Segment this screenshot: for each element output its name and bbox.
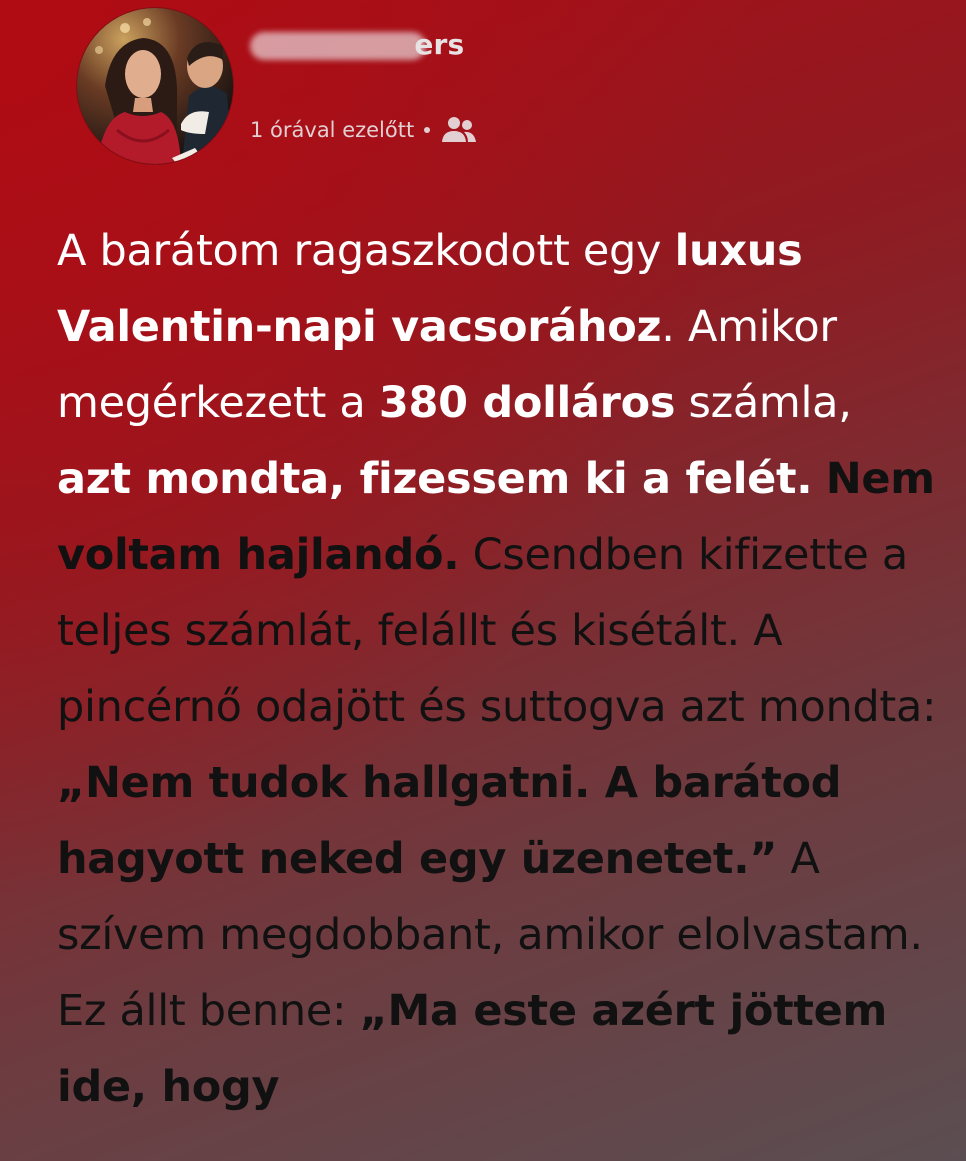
author-name-text: ers [414,28,465,61]
friends-icon[interactable] [440,114,478,146]
story-segment: A szívem megdobbant, amikor elolvastam. Ez állt benne: [57,834,923,1036]
separator-dot [424,127,430,133]
story-segment [812,454,825,504]
story-segment: Csendben kifizette a teljes számlát, felállt és kisétált. A pincérnő odajött és suttogva azt mondta: [57,530,937,732]
story-segment: „Nem tudok hallgatni. A barátod hagyott neked egy üzenetet.” [57,758,842,884]
avatar[interactable] [77,8,233,164]
story-segment: luxus Valentin-napi vacsorához [57,226,803,352]
story-segment: 380 dolláros [378,378,676,428]
story-segment: azt mondta, fizessem ki a felét. [57,454,813,504]
post-header [0,0,966,180]
story-segment: A barátom ragaszkodott egy [57,226,675,276]
post-story-text [57,213,937,1125]
avatar-image [77,8,233,164]
post-meta [250,114,478,146]
story-segment: „Ma este azért jöttem ide, hogy [57,986,888,1112]
story-segment: Nem voltam hajlandó. [57,454,935,580]
story-segment: számla, [675,378,852,428]
author-name[interactable] [250,28,464,61]
timestamp[interactable]: 1 órával ezelőtt [250,118,415,142]
story-segment: . Amikor megérkezett a [57,302,837,428]
